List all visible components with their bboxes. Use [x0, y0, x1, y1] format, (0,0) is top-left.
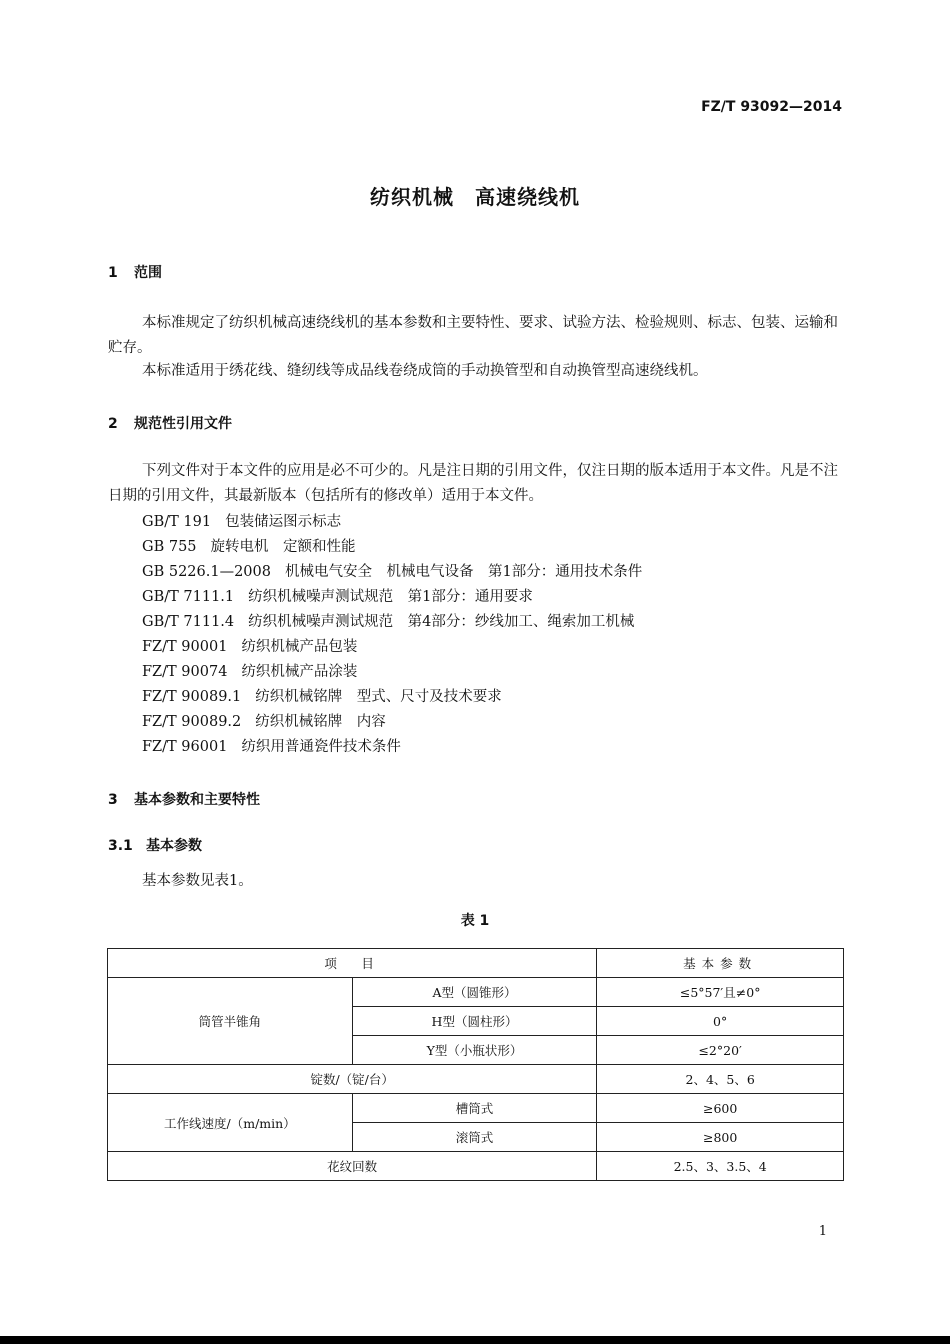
reference-item — [142, 687, 502, 707]
reference-title: 纺织机械铭牌 型式、尺寸及技术要求 — [255, 689, 502, 705]
spindle-value-cell: 2、4、5、6 — [597, 1065, 844, 1094]
section-number: 3.1 — [108, 838, 133, 854]
section-number: 2 — [108, 416, 118, 432]
table-row — [108, 1065, 844, 1094]
cone-type-cell: H型（圆柱形） — [352, 1007, 597, 1036]
reference-code: GB 5226.1—2008 — [142, 564, 271, 580]
table-header-row — [108, 949, 844, 978]
section-1-paragraph-2: 本标准适用于绣花线、缝纫线等成品线卷绕成筒的手动换管型和自动换管型高速绕线机。 — [142, 363, 708, 379]
pattern-value-cell: 2.5、3、3.5、4 — [597, 1152, 844, 1181]
reference-code: FZ/T 90089.1 — [142, 689, 242, 705]
reference-title: 机械电气安全 机械电气设备 第1部分：通用技术条件 — [285, 564, 643, 580]
reference-item — [142, 612, 634, 632]
speed-value-cell: ≥600 — [597, 1094, 844, 1123]
section-title: 规范性引用文件 — [134, 416, 232, 432]
header-item-cell: 项 目 — [108, 949, 597, 978]
speed-type-cell: 槽筒式 — [352, 1094, 597, 1123]
speed-value-cell: ≥800 — [597, 1123, 844, 1152]
section-title: 范围 — [134, 265, 162, 281]
reference-title: 包装储运图示标志 — [225, 514, 342, 530]
section-3-1-heading — [108, 835, 202, 855]
reference-item — [142, 637, 357, 657]
cone-type-cell: Y型（小瓶状形） — [352, 1036, 597, 1065]
page-number: 1 — [818, 1224, 827, 1239]
section-1-paragraph-1: 本标准规定了纺织机械高速绕线机的基本参数和主要特性、要求、试验方法、检验规则、标志、包装、运输和贮存。 — [108, 315, 838, 356]
bottom-border-bar — [0, 1336, 950, 1344]
pattern-label-cell: 花纹回数 — [108, 1152, 597, 1181]
table-row — [108, 978, 844, 1007]
reference-title: 纺织机械铭牌 内容 — [255, 714, 386, 730]
reference-title: 纺织机械产品涂装 — [241, 664, 358, 680]
reference-title: 旋转电机 定额和性能 — [210, 539, 356, 555]
section-3-1-paragraph: 基本参数见表1。 — [142, 873, 253, 889]
section-number: 1 — [108, 265, 118, 281]
reference-code: FZ/T 90001 — [142, 639, 228, 655]
reference-code: FZ/T 90089.2 — [142, 714, 242, 730]
reference-code: GB 755 — [142, 539, 197, 555]
cone-value-cell: 0° — [597, 1007, 844, 1036]
reference-code: GB/T 7111.1 — [142, 589, 235, 605]
reference-item — [142, 537, 356, 557]
speed-label-cell: 工作线速度/（m/min） — [108, 1094, 353, 1152]
table-caption: 表 1 — [460, 913, 490, 929]
reference-code: FZ/T 90074 — [142, 664, 228, 680]
cone-angle-label-cell: 筒管半锥角 — [108, 978, 353, 1065]
reference-item — [142, 737, 401, 757]
reference-item — [142, 512, 341, 532]
cone-value-cell: ≤2°20′ — [597, 1036, 844, 1065]
section-3-heading — [108, 789, 260, 809]
reference-title: 纺织机械产品包装 — [241, 639, 358, 655]
reference-code: FZ/T 96001 — [142, 739, 228, 755]
cone-value-cell: ≤5°57′且≠0° — [597, 978, 844, 1007]
basic-parameters-table — [107, 948, 844, 1181]
spindle-label-cell: 锭数/（锭/台） — [108, 1065, 597, 1094]
section-title: 基本参数和主要特性 — [134, 792, 260, 808]
reference-item — [142, 712, 386, 732]
section-2-heading — [108, 413, 232, 433]
header-value-cell: 基本参数 — [597, 949, 844, 978]
section-2-intro: 下列文件对于本文件的应用是必不可少的。凡是注日期的引用文件，仅注日期的版本适用于本文件。凡是不注日期的引用文件，其最新版本（包括所有的修改单）适用于本文件。 — [108, 463, 838, 504]
section-title: 基本参数 — [146, 838, 202, 854]
reference-title: 纺织用普通瓷件技术条件 — [241, 739, 401, 755]
speed-type-cell: 滚筒式 — [352, 1123, 597, 1152]
section-number: 3 — [108, 792, 118, 808]
reference-code: GB/T 191 — [142, 514, 212, 530]
reference-code: GB/T 7111.4 — [142, 614, 235, 630]
reference-title: 纺织机械噪声测试规范 第1部分：通用要求 — [248, 589, 533, 605]
table-row — [108, 1152, 844, 1181]
table-row — [108, 1094, 844, 1123]
cone-type-cell: A型（圆锥形） — [352, 978, 597, 1007]
reference-item — [142, 587, 533, 607]
section-1-heading — [108, 262, 162, 282]
document-title: 纺织机械 高速绕线机 — [370, 185, 580, 209]
standard-code: FZ/T 93092—2014 — [701, 99, 842, 115]
reference-item — [142, 562, 642, 582]
reference-title: 纺织机械噪声测试规范 第4部分：纱线加工、绳索加工机械 — [248, 614, 635, 630]
reference-item — [142, 662, 357, 682]
